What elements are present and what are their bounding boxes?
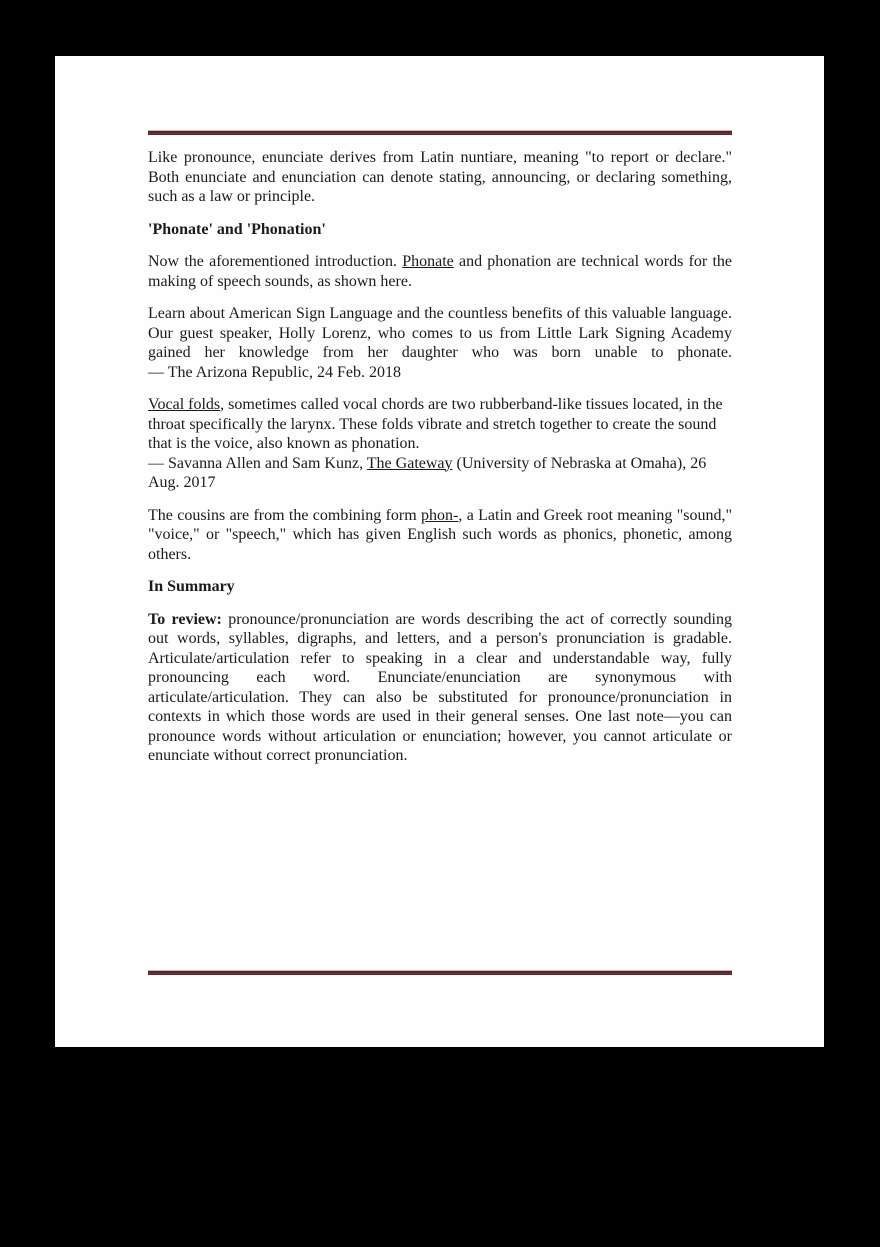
- paragraph-phonate-intro: [148, 252, 732, 291]
- quote-arizona-republic: [148, 304, 732, 382]
- text-run: — Savanna Allen and Sam Kunz,: [148, 454, 367, 472]
- text-run: pronounce/pronunciation are words describing the act of correctly sounding out words, syllables, digraphs, and letters, and a person's pronunciation is gradable. Articulate/articulation refer to speaking in a clear and understandable way, fully pronouncing each word. Enunciate/enunciation are synonymous with articulate/articulation. They can also be substituted for pronounce/pronunciation in contexts in which those words are used in their general senses. One last note—you can pronounce words without articulation or enunciation; however, you cannot articulate or enunciate without correct pronunciation.: [148, 610, 732, 764]
- quote-attribution: — The Arizona Republic, 24 Feb. 2018: [148, 363, 401, 381]
- text-run: Now the aforementioned introduction.: [148, 253, 403, 270]
- phonate-link[interactable]: Phonate: [402, 253, 454, 270]
- text-run: (University of Nebraska at Omaha), 26 Aug. 2017: [148, 454, 707, 491]
- document-page: [55, 56, 824, 1047]
- quote-attribution: [148, 454, 732, 493]
- quote-the-gateway: [148, 395, 732, 493]
- text-run: , sometimes called vocal chords are two rubberband-like tissues located, in the throat specifically the larynx. These folds vibrate and stretch together to create the sound that is the voice, also known as phonation.: [148, 396, 723, 452]
- phon-root-link[interactable]: phon-: [421, 506, 459, 524]
- text-run: , a Latin and Greek root meaning "sound," "voice," or "speech," which has given English such words as phonics, phonetic, among others.: [148, 506, 733, 563]
- quote-body: Learn about American Sign Language and the countless benefits of this valuable language. Our guest speaker, Holly Lorenz, who comes to us from Little Lark Signing Academy gained her knowledge from her daughter who was born unable to phonate.: [148, 305, 732, 361]
- quote-body: [148, 395, 732, 454]
- text-run: The cousins are from the combining form: [148, 506, 422, 524]
- vocal-folds-link[interactable]: Vocal folds: [148, 396, 221, 413]
- text-run: and phonation are technical words for the making of speech sounds, as shown here.: [148, 253, 733, 290]
- the-gateway-link[interactable]: The Gateway: [366, 454, 453, 472]
- bottom-divider: [148, 970, 732, 975]
- paragraph-cousins: [148, 506, 732, 565]
- heading-in-summary: In Summary: [148, 578, 235, 595]
- article-body: [148, 130, 732, 779]
- top-divider: [148, 130, 732, 135]
- paragraph-intro: Like pronounce, enunciate derives from Latin nuntiare, meaning "to report or declare." Both enunciate and enunciation can denote stating, announcing, or declaring something, such as a law or principle.: [148, 149, 732, 205]
- heading-phonate-phonation: 'Phonate' and 'Phonation': [148, 220, 326, 238]
- summary-lead: To review:: [148, 610, 222, 628]
- paragraph-summary: [148, 610, 732, 766]
